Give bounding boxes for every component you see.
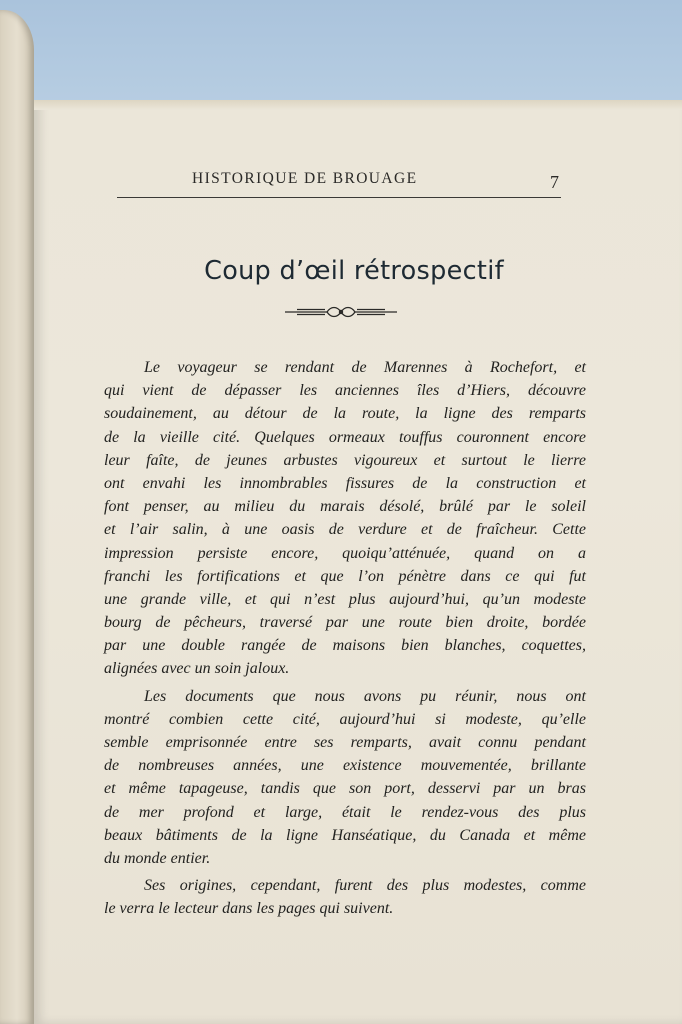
text-line: une grande ville, et qui n’est plus aujourd’hui, qu’un modeste — [104, 590, 586, 608]
text-line: par une double rangée de maisons bien blanches, coquettes, — [104, 637, 586, 655]
page-top-edge — [34, 100, 682, 110]
text-line: leur faîte, de jeunes arbustes vigoureux et surtout le lierre — [104, 451, 586, 469]
facing-page-edge — [0, 10, 34, 1024]
page-number: 7 — [550, 172, 559, 192]
text-line: de la vieille cité. Quelques ormeaux touffus couronnent encore — [104, 428, 586, 446]
text-line: soudainement, au détour de la route, la ligne des remparts — [104, 405, 586, 423]
text-line: font penser, au milieu du marais désolé, brûlé par le soleil — [104, 498, 586, 516]
text-line: alignées avec un soin jaloux. — [104, 660, 290, 678]
text-line: Ses origines, cependant, furent des plus modestes, comme — [144, 877, 586, 895]
text-line: bourg de pêcheurs, traversé par une route bien droite, bordée — [104, 614, 586, 632]
text-line: de mer profond et large, était le rendez-vous des plus — [104, 803, 586, 821]
text-line: Les documents que nous avons pu réunir, nous ont — [144, 687, 586, 705]
text-line: de nombreuses années, une existence mouvementée, brillante — [104, 757, 586, 775]
text-line: beaux bâtiments de la ligne Hanséatique, du Canada et même — [104, 826, 586, 844]
text-line: impression persiste encore, quoiqu’atténuée, quand on a — [104, 544, 586, 562]
text-line: du monde entier. — [104, 849, 211, 867]
text-line: et même tapageuse, tandis que son port, desservi par un bras — [104, 780, 586, 798]
text-line: franchi les fortifications et que l’on pénètre dans ce qui fut — [104, 567, 586, 585]
paragraph-2 — [104, 685, 586, 871]
chapter-title: Coup d’œil rétrospectif — [204, 256, 504, 286]
text-line: montré combien cette cité, aujourd’hui si modeste, qu’elle — [104, 710, 586, 728]
running-header-title: HISTORIQUE DE BROUAGE — [192, 170, 418, 187]
paragraph-3 — [104, 874, 586, 920]
body-text — [104, 356, 586, 921]
text-line: ont envahi les innombrables fissures de la construction et — [104, 474, 586, 492]
paragraph-1 — [104, 356, 586, 681]
text-line: Le voyageur se rendant de Marennes à Rochefort, et — [144, 359, 586, 376]
header-rule — [117, 197, 561, 198]
text-line: et l’air salin, à une oasis de verdure et de fraîcheur. Cette — [104, 521, 586, 539]
text-line: qui vient de dépasser les anciennes îles d’Hiers, découvre — [104, 382, 586, 400]
text-line: semble emprisonnée entre ses remparts, avait connu pendant — [104, 734, 586, 751]
text-line: le verra le lecteur dans les pages qui suivent. — [104, 900, 394, 918]
fleuron-ornament-icon — [283, 303, 399, 321]
